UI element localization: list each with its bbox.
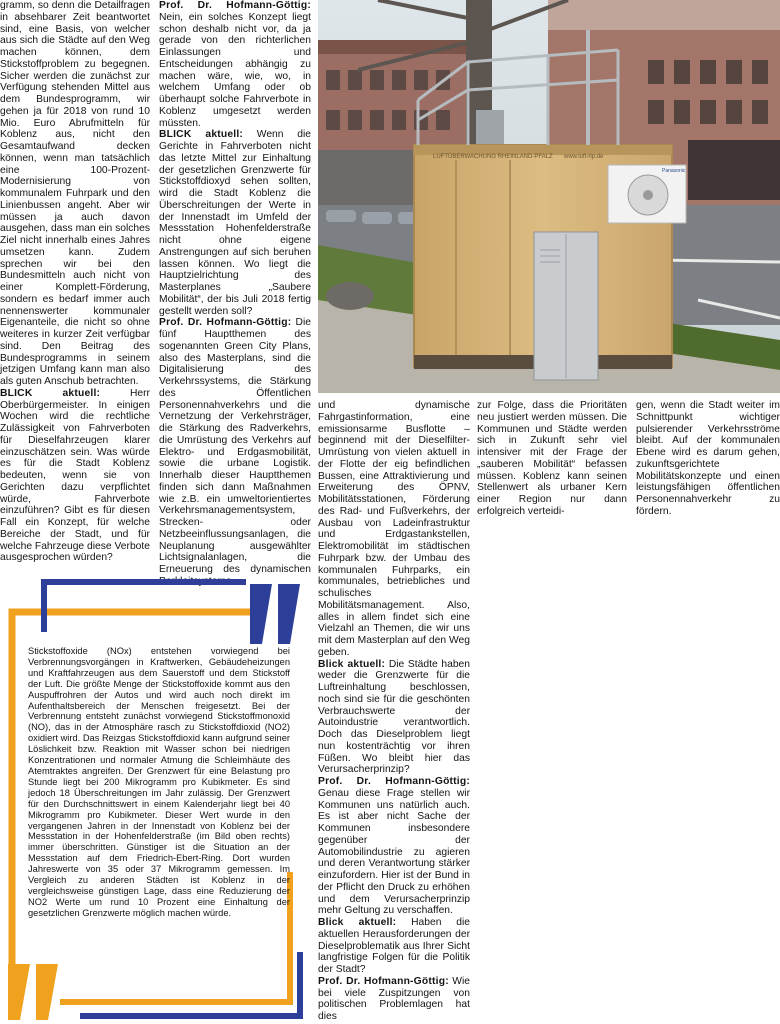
answer-paragraph: [159, 317, 311, 587]
question-text: Haben die aktuellen Herausforderungen der Dieselproblematik aus Ihrer Sicht langfristige Folgen für die Politik der Stadt?: [318, 917, 470, 975]
interviewer-label: BLICK aktuell:: [159, 129, 244, 141]
interviewee-label: Prof. Dr. Hofmann-Göttig:: [159, 0, 311, 11]
question-text: Die Städte haben weder die Grenzwerte für die Luftreinhaltung beschlossen, noch sind sie für die geschönten Verbrauchswerte der Autoindustrie verantwortlich. Doch das Dieselproblem liegt nun kostenträchtig vor ihren Füßen. Wo bleibt hier das Verursacherprinzip?: [318, 658, 470, 776]
photo-illustration: [318, 0, 780, 393]
paragraph: gen, wenn die Stadt weiter im Schnittpunkt wichtiger pulsierender Verkehrsströme bleibt. Auf der kommunalen Ebene wird es darum gehen, zukunftsgerichtete Mobilitätskonzepte und einen leistungsfähigen öffentlichen Personennahverkehr zu fördern.: [636, 400, 780, 517]
article-column-3: [318, 400, 470, 1020]
article-column-1: [0, 0, 150, 572]
question-paragraph: [318, 917, 470, 976]
question-text: Herr Oberbürgermeister. In einigen Wochen wird die rechtliche Zulässigkeit von Fahrverboten für Dieselfahrzeugen klarer einzuschätzen sein. Was würde es für die Stadt Koblenz bedeuten, wenn sie von Gerichten dazu verpflichtet würde, Fahrverbote einzuführen? Gibt es für diesen Fall ein Konzept, für welche Bereiche der Stadt, und für welche Fahrzeuge diese Verbote ausgesprochen würden?: [0, 387, 150, 564]
interviewee-label: Prof. Dr. Hofmann-Göttig:: [318, 776, 470, 787]
answer-text: Die fünf Hauptthemen des sogenannten Green City Plans, also des Masterplans, sind die Digitalisierung des Verkehrssystems, die Stärkung des Öffentlichen Personennahverkehrs und die Vernetzung der Verkehrsträger, die Stärkung des Radverkehrs, die Umrüstung des Verkehrs auf Elektro- und Erdgasmobilität, sowie die urbane Logistik. Innerhalb dieser Hauptthemen finden sich dann Maßnahmen wie z.B. ein umweltorientiertes Verkehrsmanagementsystem, Strecken- oder Netzbeeinflussungsanlagen, die Neuplanung ausgewählter Lichtsignalanlagen, die Erneuerung des dynamischen Parkleitsystems: [159, 317, 311, 587]
answer-text: Nein, ein solches Konzept liegt schon deshalb nicht vor, da ja gerade von den richterlichen Einlassungen und Entscheidungen abhängig zu machen wäre, wie, wo, in welchem Umfang oder ob überhaupt solche Fahrverbote in Koblenz umgesetzt werden müssten.: [159, 11, 311, 129]
interviewee-label: Prof. Dr. Hofmann-Göttig:: [318, 975, 449, 987]
article-column-2: [159, 0, 311, 587]
answer-paragraph: [159, 0, 311, 129]
interviewee-label: Prof. Dr. Hofmann-Göttig:: [159, 317, 292, 329]
interviewer-label: Blick aktuell:: [318, 658, 386, 670]
paragraph: gramm, so denn die Detailfragen in absehbarer Zeit beantwortet sind, eine Basis, von welcher aus sich die Städte auf den Weg machen können, dem Stickstoffproblem zu begegnen. Sicher werden die zunächst zur Verfügung stehenden Mittel aus dem Bundesprogramm, wir gehen ja für 2018 von rund 10 Mio. Euro Abrufmitteln für Koblenz aus, nicht den Gesamtaufwand decken können, wenn man tatsächlich eine 100-Prozent-Modernisierung von kommunalem Fuhrpark und den Linienbussen angeht. Aber wir müssen ja auch davon ausgehen, dass man ein solches Ziel nicht innerhalb eines Jahres umsetzen kann. Zudem sprechen wir bei den Bundesmitteln auch nicht von einer Komplett-Förderung, sondern es bedarf immer auch nennenswerter kommunaler Eigenanteile, die nicht so ohne weiteres in kurzer Zeit verfügbar sind. Den Beitrag des Bundesprogramms in seinem jetzigen Umfang kann man also als guten Anschub betrachten.: [0, 0, 150, 387]
nox-info-box: [0, 572, 312, 1024]
question-text: Wenn die Gerichte in Fahrverboten nicht das letzte Mittel zur Einhaltung der gesetzlichen Grenzwerte für Stickstoffdioxyd sehen sollten, wird die Stadt Koblenz die Überschreitungen der Werte in der Innenstadt im Umfeld der Messstation Hohenfelderstraße nicht ohne eigene Anstrengungen auf sich beruhen lassen können. Wo liegt die Hauptzielrichtung des Masterplanes „Saubere Mobilität“, der bis Juli 2018 fertig gestellt werden soll?: [159, 129, 311, 317]
interviewer-label: BLICK aktuell:: [0, 387, 101, 399]
interviewer-label: Blick aktuell:: [318, 917, 397, 928]
article-column-5: [636, 400, 780, 520]
answer-paragraph: [318, 776, 470, 917]
container-url: www.luft-rlp.de: [564, 154, 604, 160]
paragraph: und dynamische Fahrgastinformation, eine emissionsarme Busflotte – beginnend mit der Dieselfilter-Umrüstung von vielen aktuell in der Flotte der eig befindlichen Bussen, eine Attraktivierung und Erweiterung des ÖPNV, Mobilitätsstationen, Förderung des Rad- und Fußverkehrs, der Ausbau von Ladeinfrastruktur und Erdgastankstellen, Elektromobilität im städtischen Fuhrpark bzw. der Umbau des kommunalen Fuhrparks, ein kommunales, betriebliches und schulisches Mobilitätsmanagement. Also, alles in allem findet sich eine Vielzahl an Themen, die wir uns mit dem Masterplan auf den Weg geben.: [318, 400, 470, 658]
info-box-text: Stickstoffoxide (NOx) entstehen vorwiegend bei Verbrennungsvorgängen in Kraftwerken, Gebäudeheizungen und Kraftfahrzeugen aus dem Sauerstoff und dem Stickstoff der Luft. Die größte Menge der Stickstoffoxide kommt aus den Auspuffrohren der Autos und wird auch noch direkt im Aufenthaltsbereich der Menschen freigesetzt. Bei der Verbrennung entsteht zunächst vorwiegend Stickstoffmonoxid (NO), das in der Atmosphäre rasch zu Stickstoffdioxid (NO2) oxidiert wird. Das Reizgas Stickstoffdioxid kann aufgrund seiner Löslichkeit bzw. Reaktion mit Wasser schon bei niedrigen Konzentrationen und normaler Atmung die Schleimhäute des Atemtraktes angreifen. Der Grenzwert für eine Belastung pro Stunde liegt bei 200 Mikrogramm pro Kubikmeter. Es sind jedoch 18 Überschreitungen im Jahr zulässig. Der Grenzwert für den Durchschnittswert in einem Kalenderjahr liegt bei 40 Mikrogramm pro Kubikmeter. Dieser Wert wurde in den vergangenen Jahren in der Innenstadt von Koblenz bei der Messstation in der Hohenfelderstraße (im Bild oben rechts) immer überschritten. Günstiger ist die Situation an der Messstation auf dem Friedrich-Ebert-Ring. Dort wurden Jahreswerte von 35 oder 37 Mikrogramm gemessen. Im Vergleich zu anderen Städten ist Koblenz in der vergleichsweise günstigen Lage, dass eine Reduzierung der NO2 Werte um rund 10 Prozent eine Einhaltung der gesetzlichen Grenzwerte möglich machen würde.: [28, 646, 290, 918]
ac-brand: Panasonic: [662, 168, 686, 174]
container-sign: LUFTÜBERWACHUNG RHEINLAND-PFALZ: [433, 154, 553, 160]
question-paragraph: [159, 129, 311, 317]
paragraph: zur Folge, dass die Prioritäten neu justiert werden müssen. Die Kommunen und Städte werden sich in Zukunft sehr viel intensiver mit der Frage der „sauberen Mobilität“ befassen müssen. Koblenz kann seinen Stellenwert als urbaner Kern einer Region nur dann erfolgreich verteidi-: [477, 400, 627, 517]
question-paragraph: [0, 388, 150, 564]
answer-text: Genau diese Frage stellen wir Kommunen uns natürlich auch. Es ist aber nicht Sache der Kommunen insbesondere gegenüber der Automobilindustrie zu agieren und deren Verantwortung stärker einzufordern. Hier ist der Bund in der Pflicht den Druck zu erhöhen und dem Verursacherprinzip mehr Geltung zu verschaffen.: [318, 787, 470, 917]
question-paragraph: [318, 659, 470, 777]
answer-paragraph: [318, 976, 470, 1023]
measuring-station-photo: [318, 0, 780, 393]
article-column-4: [477, 400, 627, 520]
answer-text: Wie bei viele Zuspitzungen von politischen Problemlagen hat dies: [318, 975, 470, 1022]
